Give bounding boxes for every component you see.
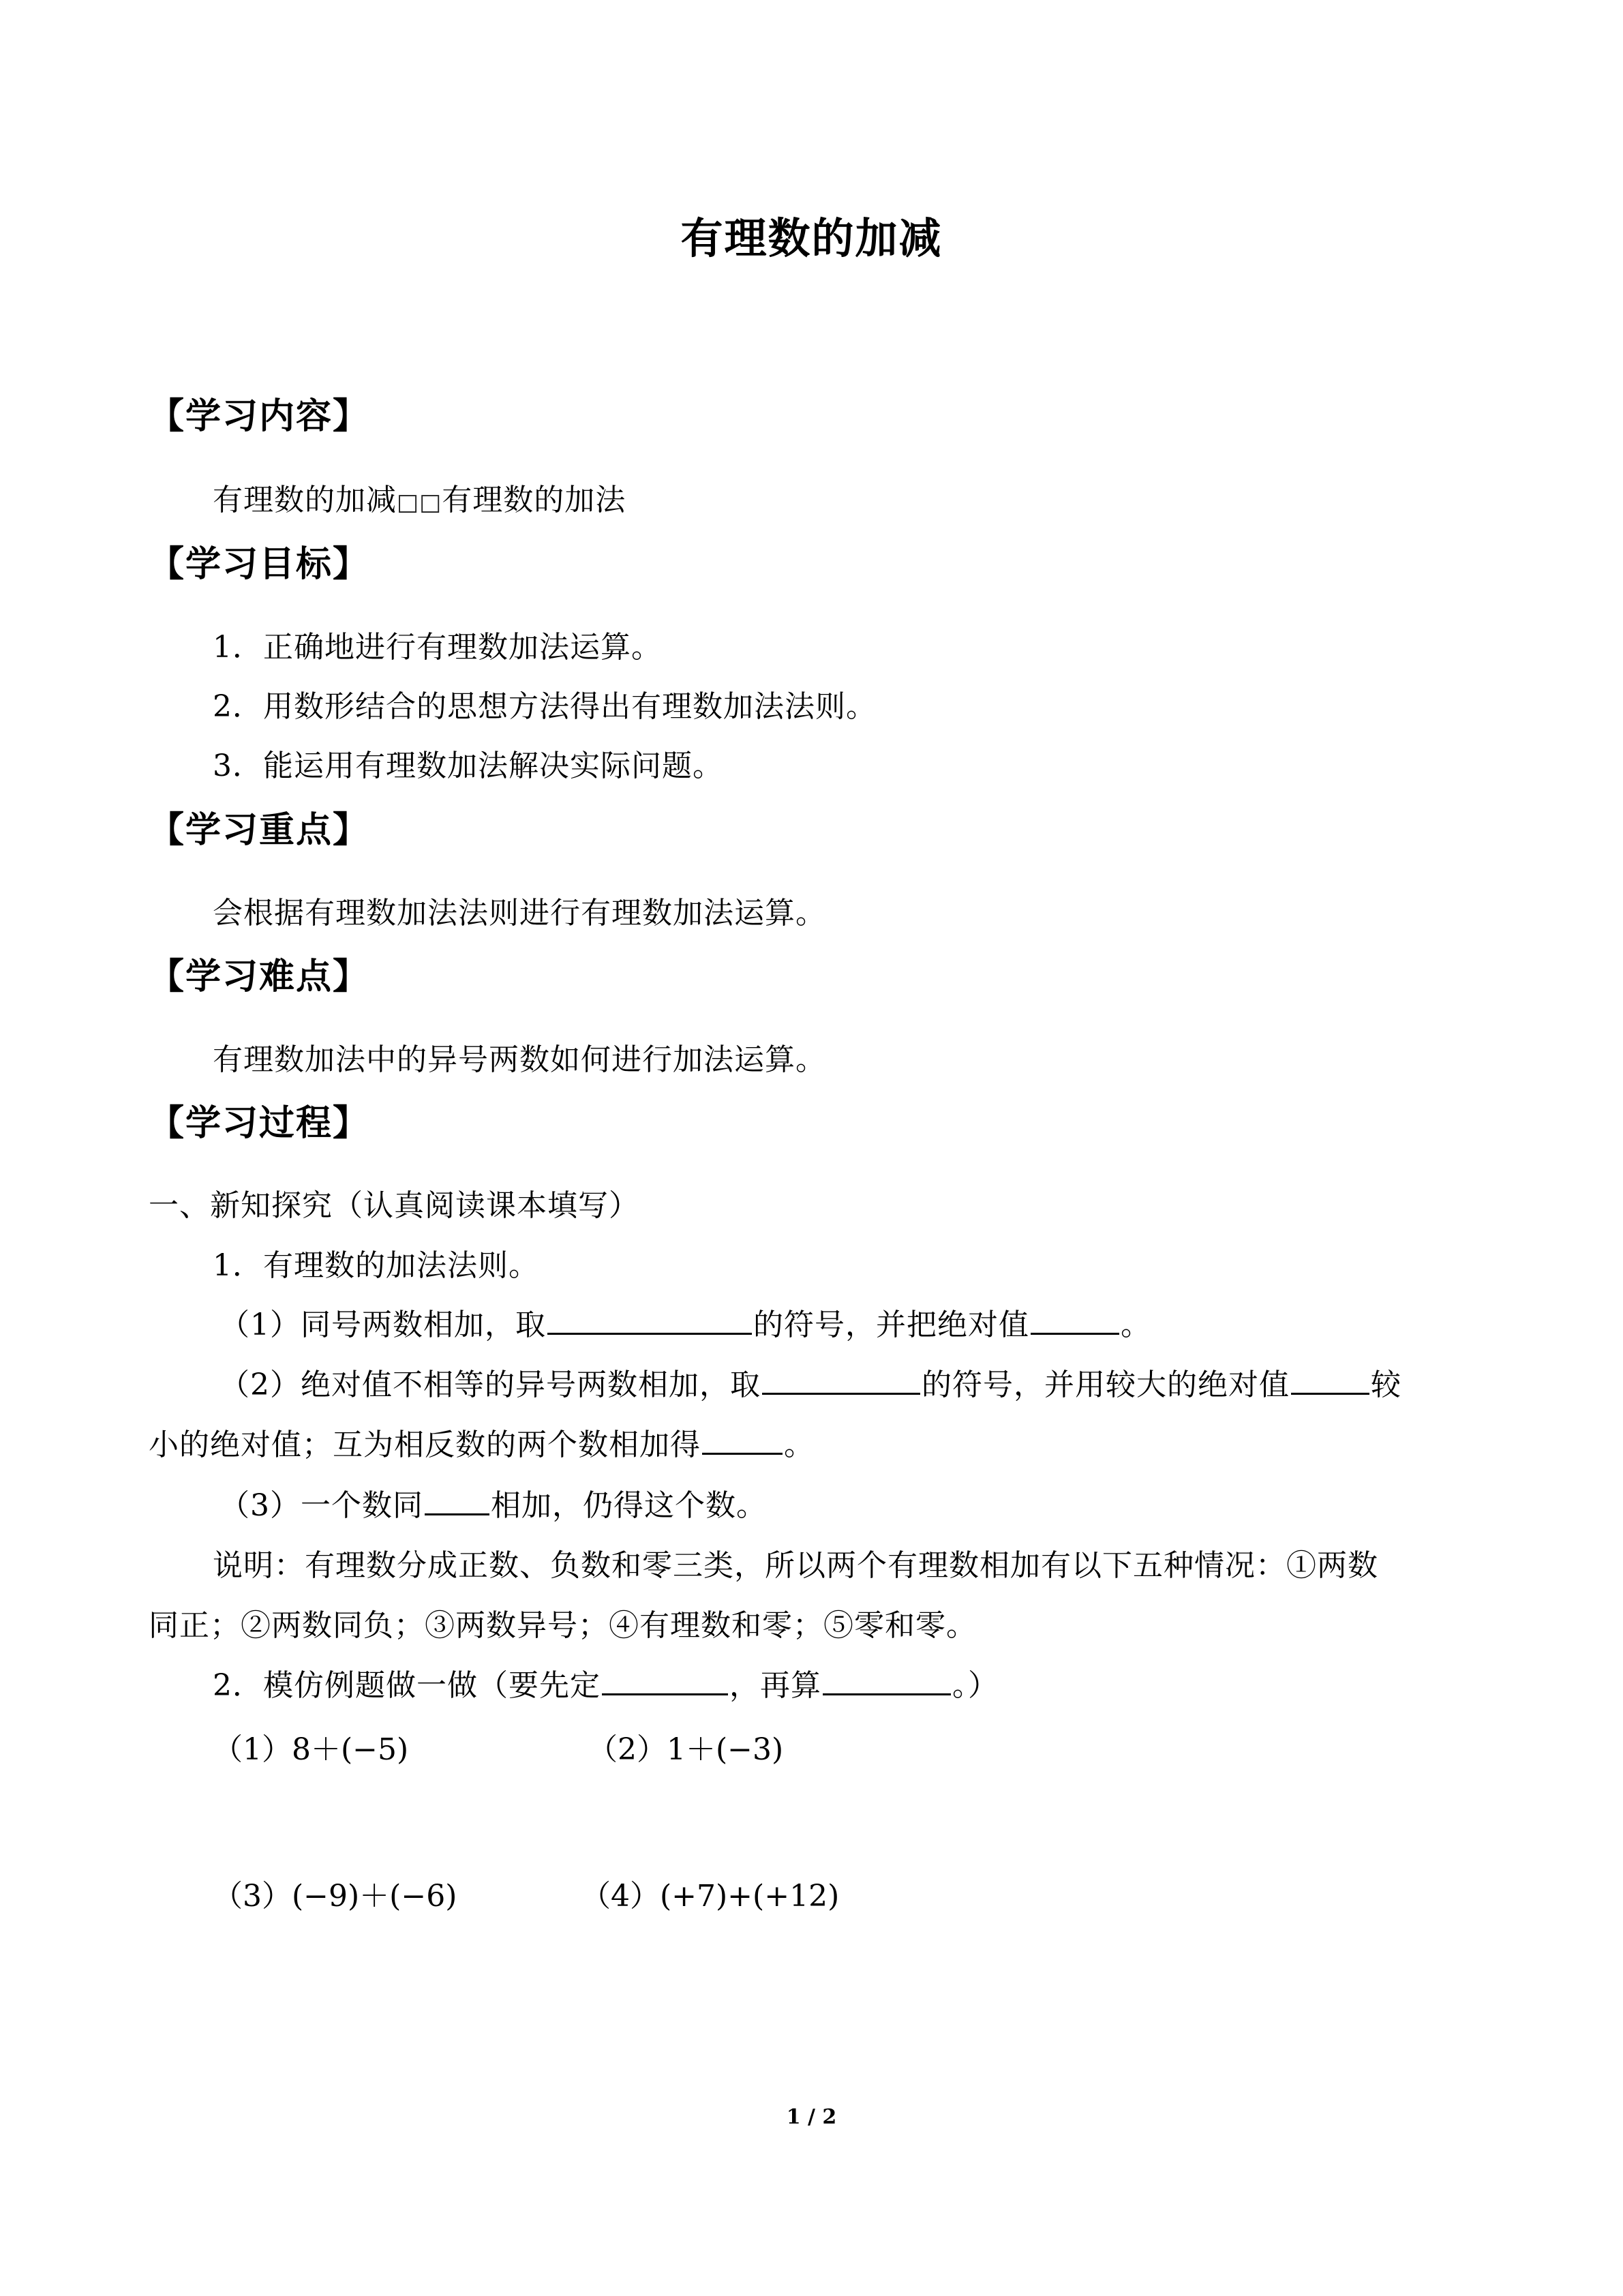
rule-1-c: 。 [1121,1308,1151,1342]
rule-2-line-1 [219,1360,1401,1404]
heading-goals: 【学习目标】 [149,544,370,585]
note-line-1: 说明：有理数分成正数、负数和零三类，所以两个有理数相加有以下五种情况：①两数 [213,1548,1378,1583]
goal-item-1: 1．正确地进行有理数加法运算。 [213,630,662,665]
example-c: 。） [952,1668,999,1703]
fill-blank[interactable] [547,1304,752,1335]
key-point-text: 会根据有理数加法法则进行有理数加法运算。 [213,896,826,931]
rule-3 [219,1481,767,1524]
fill-blank[interactable] [823,1665,951,1695]
rule-2-c: 较 [1371,1368,1401,1402]
rule-1-b: 的符号，并把绝对值 [753,1308,1029,1342]
exercise-1: （1）8＋(−5) [213,1732,409,1767]
fill-blank[interactable] [762,1364,920,1395]
content-text [213,475,626,519]
part1-title: 一、新知探究（认真阅读课本填写） [149,1188,639,1223]
content-text-a: 有理数的加减 [213,483,397,517]
fill-blank[interactable] [602,1665,728,1695]
heading-difficulty: 【学习难点】 [149,956,370,997]
exercise-3: （3）(−9)＋(−6) [213,1879,457,1914]
page-title: 有理数的加减 [680,213,943,263]
heading-content: 【学习内容】 [149,396,370,437]
heading-process: 【学习过程】 [149,1103,370,1144]
heading-key-point: 【学习重点】 [149,810,370,851]
placeholder-boxes: □□ [397,489,442,516]
page-number: 1 / 2 [786,2105,837,2129]
rule-1 [219,1300,1151,1344]
fill-blank[interactable] [702,1424,783,1455]
example-a: 2．模仿例题做一做（要先定 [213,1668,601,1703]
exercise-2: （2）1＋(−3) [588,1732,784,1767]
content-text-b: 有理数的加法 [442,483,626,517]
rule-2-line-2 [149,1420,815,1464]
difficulty-text: 有理数加法中的异号两数如何进行加法运算。 [213,1042,826,1077]
rule-2-d: 小的绝对值；互为相反数的两个数相加得 [149,1428,701,1462]
example-instruction [213,1661,999,1704]
note-line-2: 同正；②两数同负；③两数异号；④有理数和零；⑤零和零。 [149,1608,977,1643]
goal-item-2: 2．用数形结合的思想方法得出有理数加法法则。 [213,689,877,724]
rule-1-a: （1）同号两数相加，取 [219,1308,546,1342]
goal-item-3: 3．能运用有理数加法解决实际问题。 [213,749,723,783]
fill-blank[interactable] [425,1485,489,1515]
fill-blank[interactable] [1031,1304,1119,1335]
exercise-4: （4）(+7)+(+12) [581,1879,840,1914]
example-b: ，再算 [729,1668,821,1703]
rule-2-a: （2）绝对值不相等的异号两数相加，取 [219,1368,761,1402]
rule-2-e: 。 [784,1428,815,1462]
fill-blank[interactable] [1291,1364,1369,1395]
rule-2-b: 的符号，并用较大的绝对值 [922,1368,1290,1402]
rule-3-b: 相加，仍得这个数。 [491,1488,767,1523]
rule-3-a: （3）一个数同 [219,1488,423,1523]
rule-title: 1．有理数的加法法则。 [213,1248,539,1283]
